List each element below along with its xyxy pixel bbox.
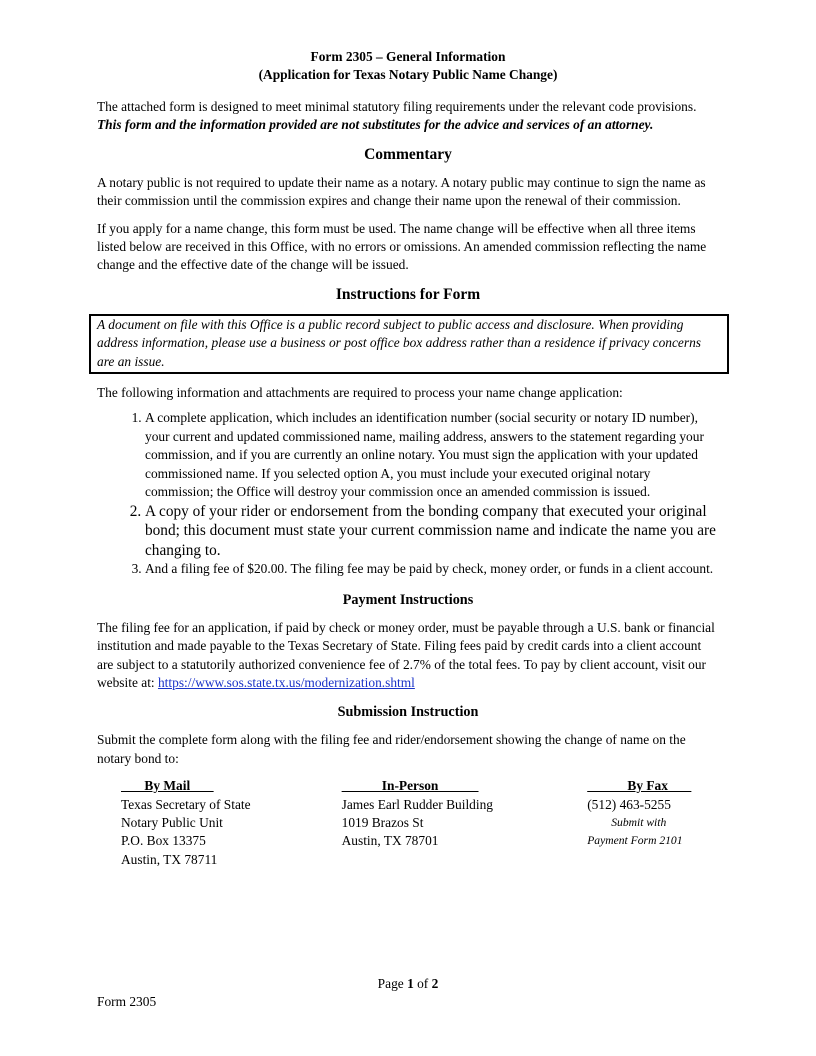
by-fax-heading: By Fax: [587, 778, 692, 794]
fax-note-1: Submit with: [611, 815, 667, 829]
fax-number: (512) 463-5255: [587, 796, 671, 812]
page-number: [0, 975, 816, 993]
intro-paragraph: [97, 98, 719, 135]
footer-form-label: Form 2305: [97, 994, 157, 1009]
page-current: 1: [407, 976, 414, 991]
submission-methods: [121, 777, 719, 869]
commentary-paragraph-2: If you apply for a name change, this form must be used. The name change will be effective when all three items listed below are received in this Office, with no errors or omissions. An amended commission reflecting the name change and the effective date of the change will be issued.: [97, 220, 707, 273]
page-total: 2: [431, 976, 439, 991]
in-person-heading: In-Person: [341, 778, 479, 794]
page-of: of: [413, 976, 432, 991]
instructions-heading: Instructions for Form: [335, 285, 481, 303]
by-fax-column: [587, 777, 719, 869]
requirement-item: 1. A complete application, which includes an identification number (social security or notary ID number), your current and updated commissioned name, mailing address, answers to the statement regarding your commission, and if you are currently an online notary. You must sign the application with your updated commissioned name. If you selected option A, you must include your executed original notary commission; the Office will destroy your commission once an amended commission is issued.: [145, 409, 719, 501]
requirements-list: [97, 409, 719, 578]
requirement-item: 2. A copy of your rider or endorsement from the bonding company that executed your original bond; this document must state your current commission name and indicate the name you are changing to.: [145, 502, 719, 561]
intro-disclaimer: This form and the information provided are not substitutes for the advice and services of an attorney.: [97, 117, 654, 133]
intro-text: The attached form is designed to meet minimal statutory filing requirements under the relevant code provisions.: [97, 99, 697, 114]
payment-paragraph: [97, 619, 719, 693]
form-subtitle: (Application for Texas Notary Public Name Change): [258, 67, 558, 82]
requirement-item: 3. And a filing fee of $20.00. The filing fee may be paid by check, money order, or funds in a client account.: [145, 560, 719, 578]
mail-address-line: P.O. Box 13375: [121, 833, 206, 849]
commentary-paragraph-1: A notary public is not required to update their name as a notary. A notary public may continue to sign the name as their commission until the commission expires and change their name upon the renewal of their commission.: [97, 174, 706, 209]
mail-address-line: Austin, TX 78711: [121, 851, 218, 867]
in-person-column: [342, 777, 588, 869]
submission-paragraph: Submit the complete form along with the filing fee and rider/endorsement showing the change of name on the notary bond to:: [97, 732, 686, 766]
by-mail-column: [121, 777, 342, 869]
commentary-heading: Commentary: [364, 145, 452, 163]
payment-text: The filing fee for an application, if paid by check or money order, must be payable through a U.S. bank or financial institution and made payable to the Texas Secretary of State. Filing fees paid by credit cards into a client account are subject to a statutorily authorized convenience fee of 2.7% of the total fees. To pay by client account, visit our website at:: [97, 619, 715, 690]
form-title: Form 2305 – General Information: [310, 49, 506, 64]
document-page: [97, 48, 719, 869]
payment-heading: Payment Instructions: [342, 591, 474, 608]
mail-address-line: Notary Public Unit: [121, 814, 223, 830]
modernization-link[interactable]: https://www.sos.state.tx.us/modernization.shtml: [157, 674, 415, 690]
in-person-address-line: Austin, TX 78701: [341, 833, 439, 849]
page-prefix: Page: [377, 976, 408, 991]
fax-note-2: Payment Form 2101: [587, 834, 683, 848]
in-person-address-line: James Earl Rudder Building: [341, 796, 493, 812]
privacy-notice-box: A document on file with this Office is a public record subject to public access and disclosure. When providing address information, please use a business or post office box address rather than a residence if privacy concerns are an issue.: [89, 314, 729, 374]
mail-address-line: Texas Secretary of State: [121, 796, 251, 812]
submission-heading: Submission Instruction: [337, 704, 479, 721]
by-mail-heading: By Mail: [121, 778, 214, 794]
in-person-address-line: 1019 Brazos St: [341, 814, 424, 830]
requirements-lead: The following information and attachments are required to process your name change application:: [97, 385, 623, 401]
